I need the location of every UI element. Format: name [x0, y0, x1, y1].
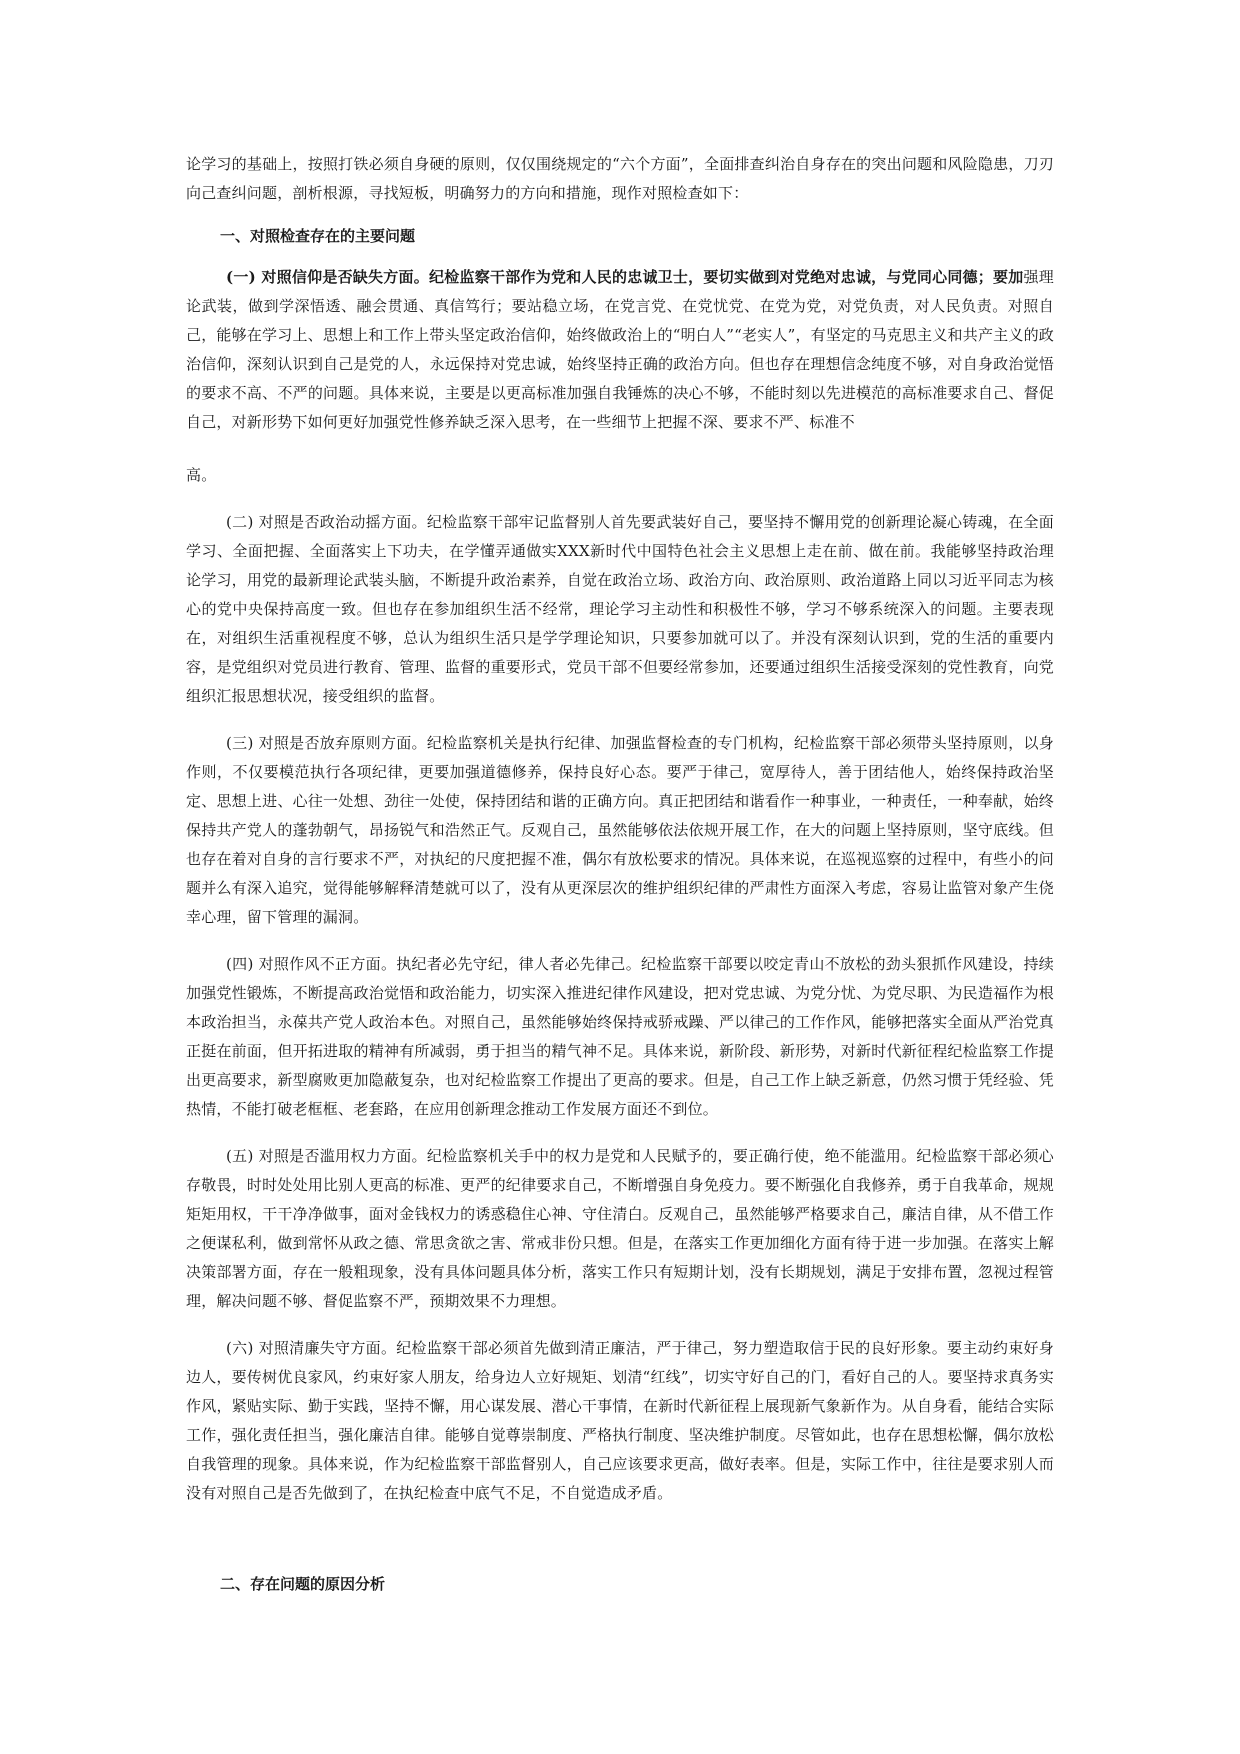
intro-paragraph: 论学习的基础上，按照打铁必须自身硬的原则，仅仅围绕规定的“六个方面”，全面排查纠治自身存在的突出问题和风险隐患，刀刃向己查纠问题，剖析根源，寻找短板，明确努力的方向和措施，现作对照检查如下： [186, 155, 1054, 202]
section2-heading: 二、存在问题的原因分析 [220, 1575, 386, 1593]
item1-lead: (一) 对照信仰是否缺失方面。纪检监察干部作为党和人民的忠诚卫士，要切实做到对党绝对忠诚，与党同心同德；要加 [226, 268, 1024, 286]
item4-paragraph: (四) 对照作风不正方面。执纪者必先守纪，律人者必先律己。纪检监察干部要以咬定青山不放松的劲头狠抓作风建设，持续加强党性锻炼，不断提高政治觉悟和政治能力，切实深入推进纪律作风建设，把对党忠诚、为党分忧、为党尽职、为民造福作为根本政治担当，永葆共产党人政治本色。对照自己，虽然能够始终保持戒骄戒躁、严以律己的工作作风，能够把落实全面从严治党真正挺在前面，但开拓进取的精神有所减弱，勇于担当的精气神不足。具体来说，新阶段、新形势，对新时代新征程纪检监察工作提出更高要求，新型腐败更加隐蔽复杂，也对纪检监察工作提出了更高的要求。但是，自己工作上缺乏新意，仍然习惯于凭经验、凭热情，不能打破老框框、老套路，在应用创新理念推动工作发展方面还不到位。 [186, 955, 1054, 1118]
item6-paragraph: (六) 对照清廉失守方面。纪检监察干部必须首先做到清正廉洁，严于律己，努力塑造取信于民的良好形象。要主动约束好身边人，要传树优良家风，约束好家人朋友，给身边人立好规矩、划清“红线”，切实守好自己的门，看好自己的人。要坚持求真务实作风，紧贴实际、勤于实践，坚持不懈，用心谋发展、潜心干事情，在新时代新征程上展现新气象新作为。从自身看，能结合实际工作，强化责任担当，强化廉洁自律。能够自觉尊崇制度、严格执行制度、坚决维护制度。尽管如此，也存在思想松懈，偶尔放松自我管理的现象。具体来说，作为纪检监察干部监督别人，自己应该要求更高，做好表率。但是，实际工作中，往往是要求别人而没有对照自己是否先做到了，在执纪检查中底气不足，不自觉造成矛盾。 [186, 1339, 1054, 1502]
item2-paragraph: (二) 对照是否政治动摇方面。纪检监察干部牢记监督别人首先要武装好自己，要坚持不懈用党的创新理论凝心铸魂，在全面学习、全面把握、全面落实上下功夫，在学懂弄通做实XXX新时代中国特色社会主义思想上走在前、做在前。我能够坚持政治理论学习，用党的最新理论武装头脑，不断提升政治素养，自觉在政治立场、政治方向、政治原则、政治道路上同以习近平同志为核心的党中央保持高度一致。但也存在参加组织生活不经常，理论学习主动性和积极性不够，学习不够系统深入的问题。主要表现在，对组织生活重视程度不够，总认为组织生活只是学学理论知识，只要参加就可以了。并没有深刻认识到，党的生活的重要内容，是党组织对党员进行教育、管理、监督的重要形式，党员干部不但要经常参加，还要通过组织生活接受深刻的党性教育，向党组织汇报思想状况，接受组织的监督。 [186, 513, 1054, 705]
document-page [186, 150, 1054, 1599]
item1-body: 强理论武装，做到学深悟透、融会贯通、真信笃行；要站稳立场，在党言党、在党忧党、在党为党，对党负责，对人民负责。对照自己，能够在学习上、思想上和工作上带头坚定政治信仰，始终做政治上的“明白人”“老实人”，有坚定的马克思主义和共产主义的政治信仰，深刻认识到自己是党的人，永远保持对党忠诚，始终坚持正确的政治方向。但也存在理想信念纯度不够，对自身政治觉悟的要求不高、不严的问题。具体来说，主要是以更高标准加强自我锤炼的决心不够，不能时刻以先进模范的高标准要求自己、督促自己，对新形势下如何更好加强党性修养缺乏深入思考，在一些细节上把握不深、要求不严、标准不 [186, 268, 1054, 431]
item1-paragraph [186, 263, 1054, 437]
item3-paragraph: (三) 对照是否放弃原则方面。纪检监察机关是执行纪律、加强监督检查的专门机构，纪检监察干部必须带头坚持原则，以身作则，不仅要模范执行各项纪律，更要加强道德修养，保持良好心态。要严于律己，宽厚待人，善于团结他人，始终保持政治坚定、思想上进、心往一处想、劲往一处使，保持团结和谐的正确方向。真正把团结和谐看作一种事业，一种责任，一种奉献，始终保持共产党人的蓬勃朝气，昂扬锐气和浩然正气。反观自己，虽然能够依法依规开展工作，在大的问题上坚持原则，坚守底线。但也存在着对自身的言行要求不严，对执纪的尺度把握不准，偶尔有放松要求的情况。具体来说，在巡视巡察的过程中，有些小的问题并么有深入追究，觉得能够解释清楚就可以了，没有从更深层次的维护组织纪律的严肃性方面深入考虑，容易让监管对象产生侥幸心理，留下管理的漏洞。 [186, 734, 1054, 926]
item1-tail: 高。 [186, 466, 217, 484]
item5-paragraph: (五) 对照是否滥用权力方面。纪检监察机关手中的权力是党和人民赋予的，要正确行使，绝不能滥用。纪检监察干部必须心存敬畏，时时处处用比别人更高的标准、更严的纪律要求自己，不断增强自身免疫力。要不断强化自我修养，勇于自我革命，规规矩矩用权，干干净净做事，面对金钱权力的诱惑稳住心神、守住清白。反观自己，虽然能够严格要求自己，廉洁自律，从不借工作之便谋私利，做到常怀从政之德、常思贪欲之害、常戒非份只想。但是，在落实工作更加细化方面有待于进一步加强。在落实上解决策部署方面，存在一般粗现象，没有具体问题具体分析，落实工作只有短期计划，没有长期规划，满足于安排布置，忽视过程管理，解决问题不够、督促监察不严，预期效果不力理想。 [186, 1147, 1054, 1310]
section1-heading: 一、对照检查存在的主要问题 [220, 227, 416, 245]
